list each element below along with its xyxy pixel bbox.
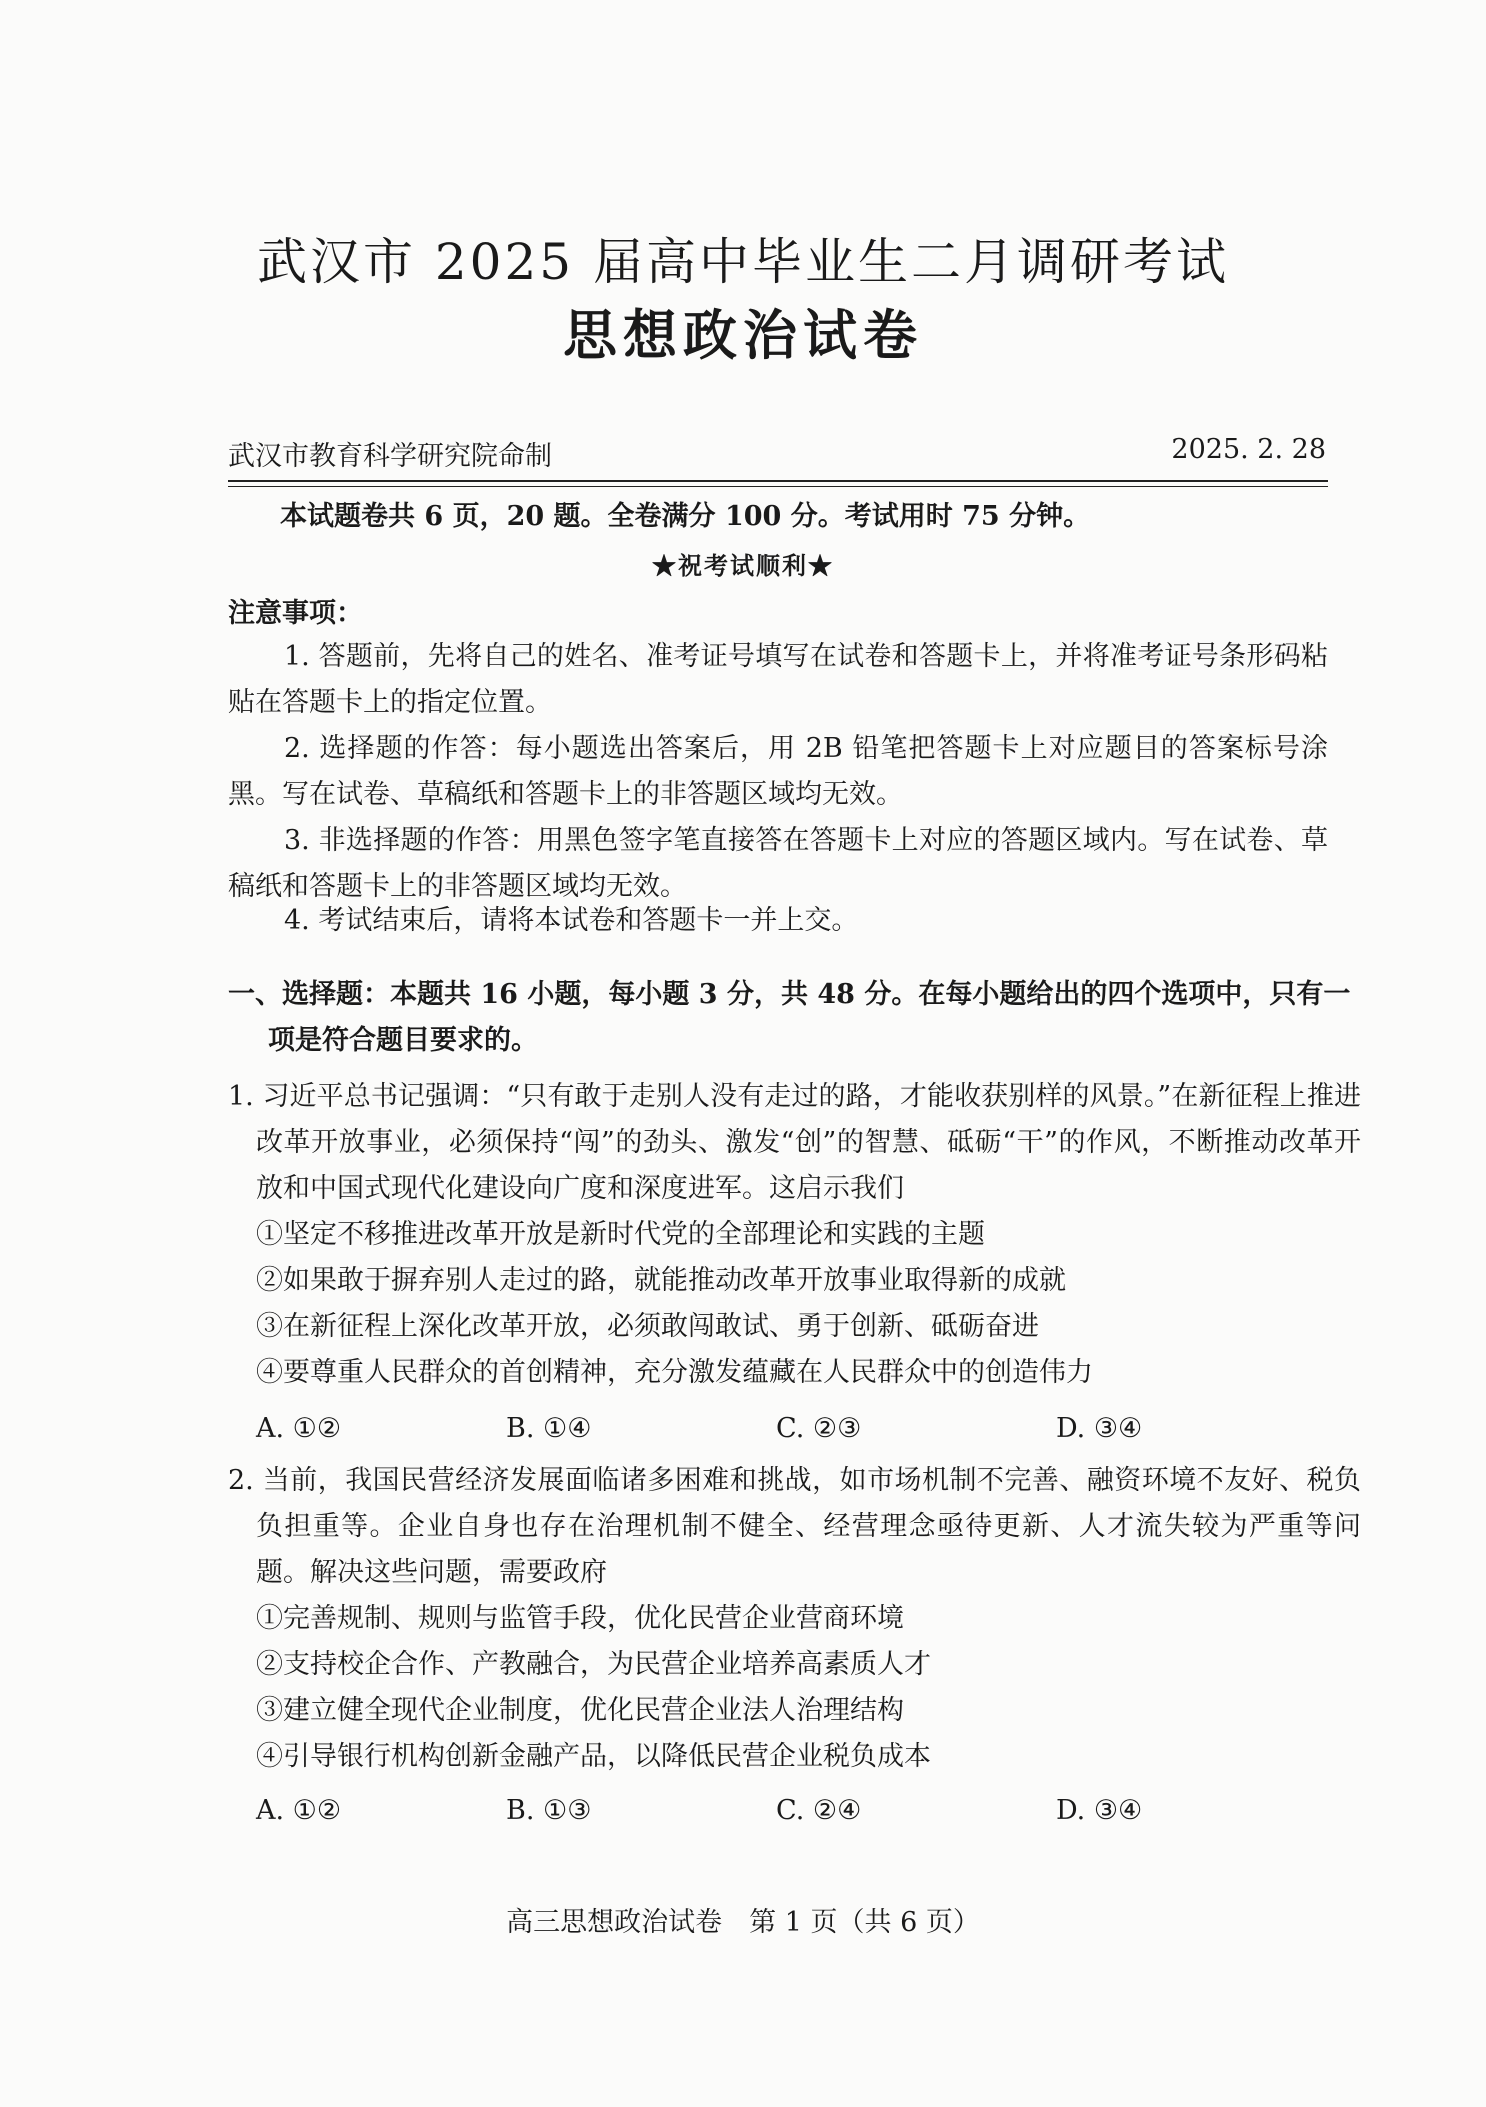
question-option: ①坚定不移推进改革开放是新时代党的全部理论和实践的主题 [256,1219,985,1250]
notice-item: 3. 非选择题的作答：用黑色签字笔直接答在答题卡上对应的答题区域内。写在试卷、草稿纸和答题卡上的非答题区域均无效。 [228,825,1328,902]
question-option: ②如果敢于摒弃别人走过的路，就能推动改革开放事业取得新的成就 [256,1265,1066,1296]
section-heading: 一、选择题：本题共 16 小题，每小题 3 分，共 48 分。在每小题给出的四个选项中，只有一项是符合题目要求的。 [228,979,1351,1056]
notice-item: 4. 考试结束后，请将本试卷和答题卡一并上交。 [284,905,859,936]
question-option: ③建立健全现代企业制度，优化民营企业法人治理结构 [256,1695,904,1726]
exam-title: 武汉市 2025 届高中毕业生二月调研考试 [256,233,1230,291]
good-luck-banner: ★祝考试顺利★ [652,551,834,580]
notice-item: 2. 选择题的作答：每小题选出答案后，用 2B 铅笔把答题卡上对应题目的答案标号涂黑。写在试卷、草稿纸和答题卡上的非答题区域均无效。 [228,733,1328,810]
page-footer: 高三思想政治试卷 第 1 页（共 6 页） [506,1907,980,1938]
header-rule-thin [228,486,1328,487]
choice-c: C. ②④ [776,1795,862,1826]
header-rule-thick [228,480,1328,482]
question-option: ④要尊重人民群众的首创精神，充分激发蕴藏在人民群众中的创造伟力 [256,1357,1093,1388]
choice-b: B. ①③ [506,1795,592,1826]
choice-d: D. ③④ [1056,1413,1143,1444]
question-stem: 1. 习近平总书记强调：“只有敢于走别人没有走过的路，才能收获别样的风景。”在新征程上推进改革开放事业，必须保持“闯”的劲头、激发“创”的智慧、砥砺“干”的作风，不断推动改革开放和中国式现代化建设向广度和深度进军。这启示我们 [228,1081,1361,1204]
choice-c: C. ②③ [776,1413,862,1444]
choice-b: B. ①④ [506,1413,592,1444]
exam-info: 本试题卷共 6 页，20 题。全卷满分 100 分。考试用时 75 分钟。 [280,501,1091,532]
question-option: ②支持校企合作、产教融合，为民营企业培养高素质人才 [256,1649,931,1680]
question-stem: 2. 当前，我国民营经济发展面临诸多困难和挑战，如市场机制不完善、融资环境不友好、税负负担重等。企业自身也存在治理机制不健全、经营理念亟待更新、人才流失较为严重等问题。解决这些问题，需要政府 [228,1465,1361,1588]
question-option: ①完善规制、规则与监管手段，优化民营企业营商环境 [256,1603,904,1634]
notice-item: 1. 答题前，先将自己的姓名、准考证号填写在试卷和答题卡上，并将准考证号条形码粘贴在答题卡上的指定位置。 [228,641,1328,718]
subject-title: 思想政治试卷 [563,303,923,367]
choice-a: A. ①② [256,1795,342,1826]
question-option: ④引导银行机构创新金融产品，以降低民营企业税负成本 [256,1741,931,1772]
choice-a: A. ①② [256,1413,342,1444]
issuer-text: 武汉市教育科学研究院命制 [228,441,552,472]
choice-d: D. ③④ [1056,1795,1143,1826]
exam-date: 2025. 2. 28 [1171,434,1326,465]
question-option: ③在新征程上深化改革开放，必须敢闯敢试、勇于创新、砥砺奋进 [256,1311,1039,1342]
notice-title: 注意事项： [228,598,363,629]
